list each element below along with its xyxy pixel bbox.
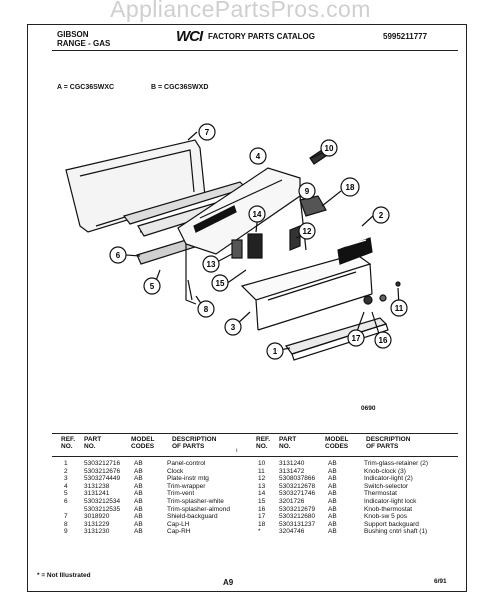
table-cell [64,506,68,514]
svg-text:10: 10 [324,144,334,153]
col-model-left [134,460,143,536]
header-ref-left: REF. NO. [61,436,76,451]
table-cell: AB [134,513,143,521]
table-cell: 14 [258,490,266,498]
table-top-rule [52,433,458,434]
table-cell: Knob-clock (3) [364,467,406,475]
header-desc-right: DESCRIPTION OF PARTS [366,436,411,451]
svg-text:7: 7 [204,128,210,137]
part-knob-clock [396,282,400,286]
col-ref-left [64,460,68,536]
table-cell: AB [134,505,143,513]
table-cell: Knob-sw 5 pos [364,513,407,521]
brand-line-1: GIBSON [57,30,89,39]
col-desc-right [364,460,428,536]
model-a: A = CGC36SWXC [57,84,115,91]
table-cell: 5303212678 [279,482,316,490]
part-switch [290,226,300,250]
svg-text:12: 12 [302,227,312,236]
callout-14 [249,206,265,222]
callout-17 [348,330,364,346]
column-divider-mark: ı [236,448,238,454]
callout-9 [299,183,315,199]
table-cell: AB [134,482,143,490]
table-cell: * [258,528,261,536]
table-cell: 16 [258,505,266,513]
header-part-left: PART NO. [84,436,102,451]
table-cell: AB [134,490,143,498]
catalog-number: 5995211777 [383,32,428,41]
callout-18 [341,178,359,196]
catalog-title: FACTORY PARTS CATALOG [208,32,315,41]
table-cell: 13 [258,482,266,490]
header-model-left: MODEL CODES [131,436,155,451]
svg-text:15: 15 [215,279,225,288]
table-cell: Indicator-light lock [364,497,417,505]
table-cell: 5303274449 [84,475,121,483]
table-cell: AB [328,475,337,483]
table-cell: Clock [167,467,184,475]
table-cell: AB [134,460,143,467]
table-cell: Knob-thermostat [364,505,413,513]
table-cell: 5303131237 [279,520,316,528]
svg-text:1: 1 [272,347,278,356]
table-cell: Trim-wrapper [167,482,206,490]
col-ref-right [258,460,265,536]
table-cell: Cap-LH [167,520,190,528]
table-cell: 3131238 [84,482,110,490]
callout-11 [391,300,407,316]
table-cell: 1 [64,460,68,467]
brand-line-2: RANGE - GAS [57,39,111,48]
part-cap-lh [188,280,192,300]
table-cell: AB [328,505,337,513]
table-cell: AB [328,520,337,528]
svg-text:17: 17 [351,334,361,343]
table-cell: 3131472 [279,467,305,475]
table-cell: Trim-splasher-white [167,497,224,505]
table-cell: 12 [258,475,266,483]
table-cell: 3131229 [84,520,110,528]
table-cell: 5303212679 [279,505,316,513]
table-cell: 3201726 [279,497,305,505]
svg-text:6: 6 [115,251,121,260]
table-cell: Panel-control [167,460,206,467]
table-cell: Indicator-light (2) [364,475,413,483]
table-cell: Shield-backguard [167,513,218,521]
table-cell: 5303212535 [84,505,121,513]
callout-10 [321,140,337,156]
table-cell: 7 [64,513,68,521]
header-desc-left: DESCRIPTION OF PARTS [172,436,217,451]
table-cell: Trim-splasher-almond [167,505,230,513]
callout-8 [198,301,214,317]
table-cell: AB [328,467,337,475]
table-cell: AB [328,482,337,490]
table-cell: 17 [258,513,266,521]
col-desc-left [167,460,230,536]
table-cell: 5 [64,490,68,498]
table-cell: AB [328,497,337,505]
table-cell: 5303271746 [279,490,316,498]
table-cell: 8 [64,520,68,528]
svg-text:2: 2 [378,211,384,220]
table-cell: 5303212676 [84,467,121,475]
svg-text:18: 18 [345,183,355,192]
col-part-right [279,460,315,536]
svg-text:9: 9 [304,187,310,196]
part-knob-sw [364,296,372,304]
callout-16 [375,332,391,348]
table-cell: 3 [64,475,68,483]
table-cell: Bushing cntrl shaft (1) [364,528,428,536]
table-cell: 9 [64,528,68,536]
header-ref-right: REF. NO. [256,436,271,451]
table-cell: 3131240 [279,460,305,467]
table-cell: 6 [64,497,68,505]
table-cell: 3131241 [84,490,110,498]
table-cell: AB [328,513,337,521]
table-cell: AB [134,528,143,536]
svg-text:11: 11 [394,304,404,313]
callout-2 [373,207,389,223]
table-cell: Trim-glass-retainer (2) [364,460,429,467]
table-cell: AB [328,490,337,498]
table-cell: Trim-vent [167,490,195,498]
callout-12 [299,223,315,239]
table-cell: Cap-RH [167,528,191,536]
table-cell: 5308037866 [279,475,316,483]
page-number: A9 [223,578,234,587]
header-model-right: MODEL CODES [325,436,349,451]
table-header-rule [52,456,458,457]
part-plate-instr [242,254,372,330]
footnote: * = Not Illustrated [37,572,91,579]
watermark-text: AppliancePartsPros.com [110,0,371,22]
table-cell: Support backguard [364,520,419,528]
diagram-code: 0690 [361,405,376,412]
callout-4 [250,148,266,164]
table-cell: AB [134,467,143,475]
table-cell: AB [328,460,337,467]
svg-text:5: 5 [149,282,155,291]
table-cell: 4 [64,482,68,490]
table-cell: 5303212716 [84,460,121,467]
table-cell: Switch-selector [364,482,409,490]
table-cell: 3204746 [279,528,305,536]
wci-logo: WCI [176,28,203,45]
svg-text:4: 4 [255,152,261,161]
part-knob-thermostat [380,295,386,301]
callout-13 [203,256,219,272]
callout-1 [267,343,283,359]
table-cell: 3131230 [84,528,110,536]
col-model-right [328,460,337,536]
table-cell: Plate-instr mtg [167,475,209,483]
table-cell: AB [134,475,143,483]
svg-text:3: 3 [230,323,236,332]
header-part-right: PART NO. [279,436,297,451]
svg-text:14: 14 [252,210,262,219]
callout-3 [225,319,241,335]
table-cell: 2 [64,467,68,475]
svg-text:8: 8 [203,305,209,314]
table-cell: AB [134,520,143,528]
table-cell: 5303212534 [84,497,121,505]
table-cell: 15 [258,497,266,505]
table-cell: 5303212680 [279,513,316,521]
model-b: B = CGC36SWXD [151,84,209,91]
table-cell: AB [134,497,143,505]
table-cell: 18 [258,520,266,528]
table-cell: Thermostat [364,490,397,498]
callout-6 [110,247,126,263]
revision-date: 6/91 [434,578,447,585]
callout-7 [199,124,215,140]
table-cell: 10 [258,460,266,467]
table-cell: 11 [258,467,265,475]
callout-5 [144,278,160,294]
callout-15 [212,275,228,291]
svg-text:16: 16 [378,336,388,345]
part-panel-control [286,318,388,360]
table-cell: AB [328,528,337,536]
col-part-left [84,460,120,536]
table-cell: 3018920 [84,513,110,521]
svg-text:13: 13 [206,260,216,269]
